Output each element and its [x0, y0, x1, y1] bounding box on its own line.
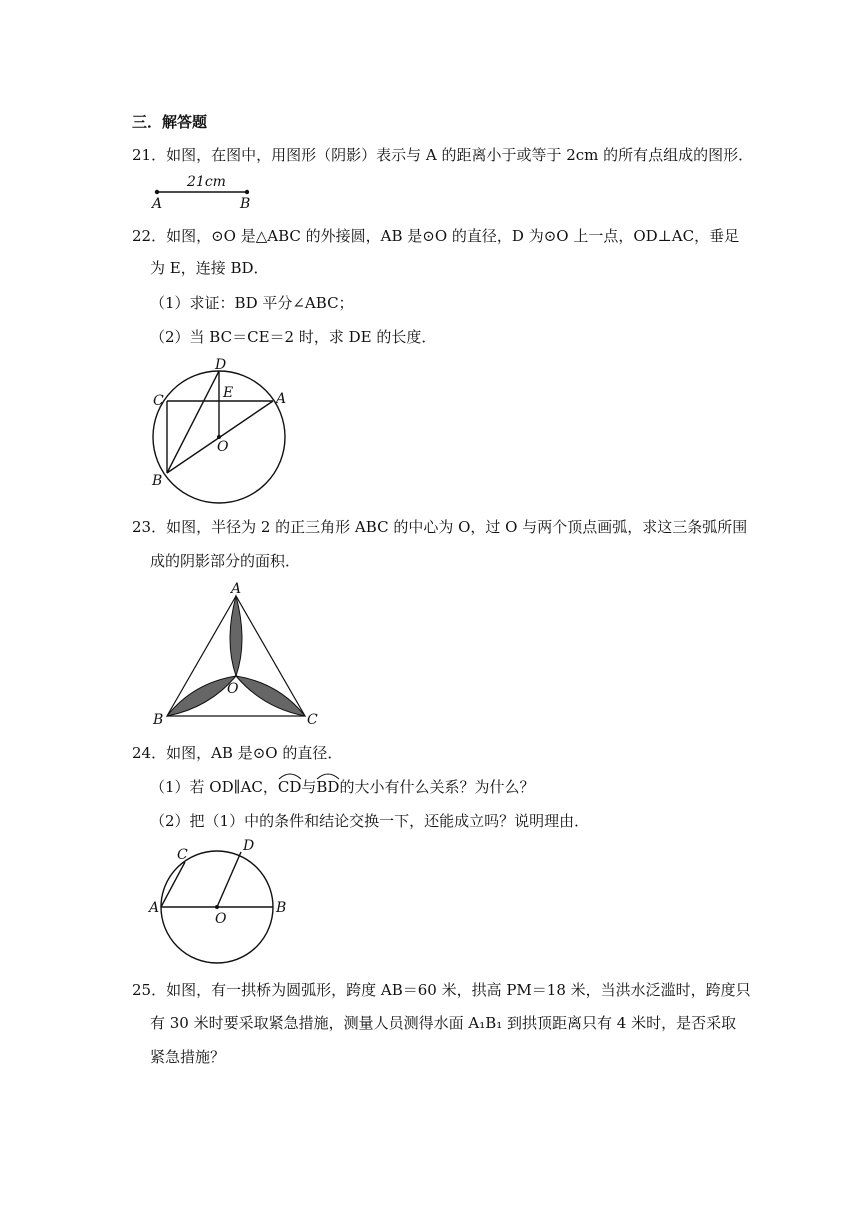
q23-label-b: B [153, 712, 164, 728]
q23-line2: 成的阴影部分的面积． [150, 552, 301, 570]
q24-part2: （2）把（1）中的条件和结论交换一下，还能成立吗？说明理由． [150, 812, 590, 830]
q24-label-a: A [149, 900, 160, 916]
q23-label-a: A [231, 581, 242, 597]
q23-line1: 23．如图，半径为 2 的正三角形 ABC 的中心为 O，过 O 与两个顶点画弧，求这三条弧所围 [132, 518, 748, 536]
q24-part1-suffix: 的大小有什么关系？为什么？ [339, 778, 535, 796]
q22-label-a: A [276, 391, 287, 407]
q21-text: 21．如图，在图中，用图形（阴影）表示与 A 的距离小于或等于 2cm 的所有点组成的图形． [132, 146, 754, 164]
q22-label-e: E [223, 385, 234, 401]
q23-label-o: O [227, 681, 239, 697]
q21-label-a: A [152, 196, 163, 212]
q24-arc-joiner: 与 [301, 778, 317, 796]
section-title: 三．解答题 [132, 113, 208, 131]
q22-label-c: C [153, 393, 164, 409]
q24-label-o: O [215, 911, 227, 927]
q24-part1-prefix: （1）若 OD∥AC， [150, 778, 278, 796]
q24-arc-cd [278, 777, 302, 797]
q25-line3: 紧急措施？ [150, 1048, 226, 1066]
q25-line1: 25．如图，有一拱桥为圆弧形，跨度 AB＝60 米，拱高 PM＝18 米，当洪水泛滥时，跨度只 [132, 981, 751, 999]
q23-label-c: C [307, 712, 318, 728]
q25-line2: 有 30 米时要采取紧急措施，测量人员测得水面 A₁B₁ 到拱顶距离只有 4 米时，是否采取 [150, 1014, 737, 1032]
q21-length-label: 21cm [187, 174, 226, 190]
q22-part2: （2）当 BC＝CE＝2 时，求 DE 的长度． [150, 328, 437, 346]
arc-mark-icon [278, 772, 302, 780]
q22-label-b: B [152, 473, 163, 489]
q24-arc-bd [316, 777, 339, 797]
q24-arc1-label: CD [277, 778, 302, 796]
q22-label-d: D [215, 357, 227, 373]
arc-mark-icon [316, 772, 340, 780]
q23-figure [145, 582, 330, 732]
q22-label-o: O [217, 439, 229, 455]
q24-label-b: B [276, 900, 287, 916]
q24-part1 [150, 777, 534, 797]
q21-label-b: B [240, 196, 251, 212]
q24-arc2-label: BD [316, 778, 340, 796]
q21-figure [145, 172, 265, 212]
q22-line1: 22．如图，⊙O 是△ABC 的外接圆，AB 是⊙O 的直径，D 为⊙O 上一点，OD⊥AC，垂足 [132, 227, 740, 245]
q24-figure [145, 838, 295, 968]
q24-line1: 24．如图，AB 是⊙O 的直径． [132, 744, 343, 762]
q22-line2: 为 E，连接 BD． [150, 259, 269, 277]
q24-label-d: D [243, 838, 255, 854]
q24-label-c: C [177, 847, 188, 863]
q22-figure [145, 355, 305, 505]
q22-part1: （1）求证：BD 平分∠ABC； [150, 294, 354, 312]
